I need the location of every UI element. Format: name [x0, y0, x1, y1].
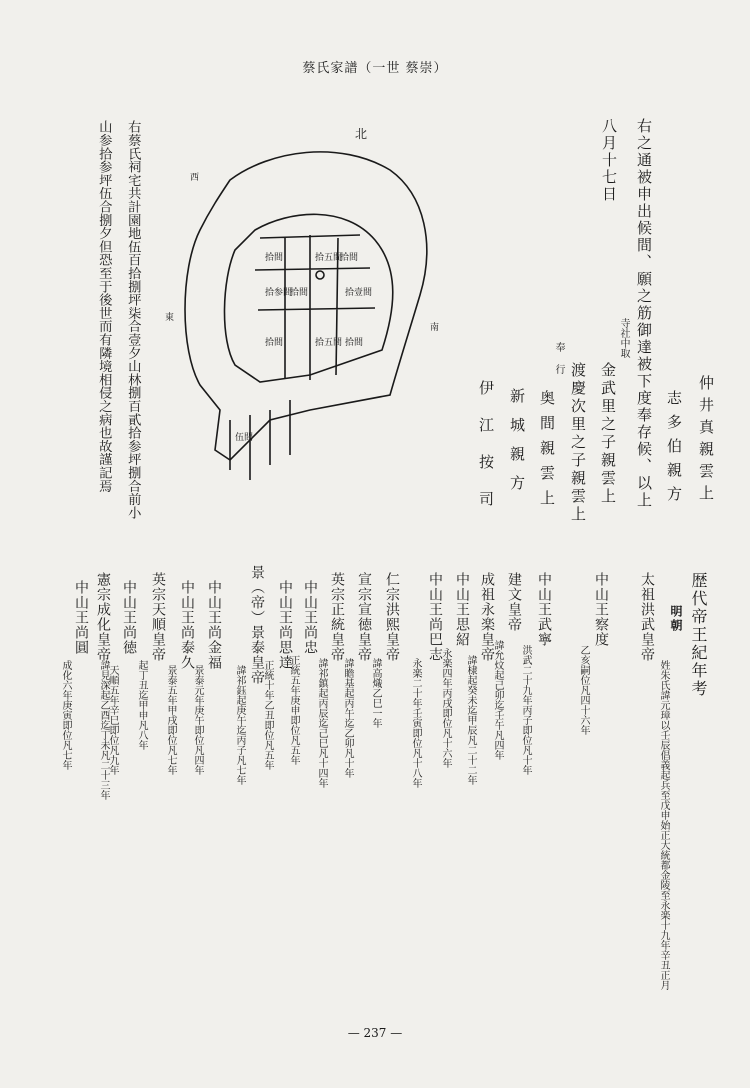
chronicle-entry: 中山王察度 [593, 572, 609, 647]
map-label: 拾間 [265, 338, 284, 348]
land-note: 山参拾参坪伍合捌夕但恐至于後世而有隣境相侵之病也故謹記焉 [96, 120, 112, 493]
chronicle-entry: 中山王尚金福 [206, 580, 222, 670]
entry-note: 諱高熾乙巳一年 [370, 658, 381, 728]
entry-note: 洪武二十九年丙子即位凡十年 [520, 645, 531, 775]
chronicle-entry: 成祖永楽皇帝 [479, 572, 495, 662]
chronicle-entry: 中山王尚巴志 [427, 572, 443, 662]
chronicle-entry: 中山王尚圓 [73, 580, 89, 655]
entry-note: 天順五年辛巳即位凡九年 [107, 665, 118, 775]
entry-note: 乙亥嗣位凡四十六年 [578, 645, 589, 735]
chronicle-entry: 建文皇帝 [506, 572, 522, 632]
map-label: 伍間 [235, 433, 254, 443]
dynasty-label: 明朝 [669, 605, 683, 633]
land-note: 右蔡氏祠宅共計園地伍百拾捌坪柒合壹夕山林捌百貳拾参坪捌合前小 [125, 120, 141, 519]
map-label: 南 [430, 323, 440, 333]
page-number: — 237 — [347, 1026, 403, 1040]
entry-note: 成化六年庚寅即位凡七年 [60, 660, 71, 770]
signature: 渡慶次里之子親雲上 [569, 362, 587, 524]
map-label: 西 [190, 173, 200, 183]
map-label: 東 [165, 313, 175, 323]
office-label: 寺社中取 [618, 318, 629, 358]
chronicle-entry: 中山王尚忠 [302, 580, 318, 655]
signature: 金武里之子親雲上 [599, 362, 617, 506]
chronicle-entry: 中山王武寧 [536, 572, 552, 647]
entry-note: 姓朱氏諱元璋以壬辰倡義起兵至戊申始正大統都金陵至永楽十九年辛丑正月 [658, 660, 669, 990]
letter-line: 右之通被申出候間、願之筋御達被下度奉存候、以上 [635, 118, 653, 509]
page-header: 蔡氏家譜（一世 蔡崇） [302, 61, 448, 76]
entry-note: 正統五年庚申即位凡五年 [288, 655, 299, 765]
chronicle-entry: 中山王尚徳 [121, 580, 137, 655]
entry-note: 諱允炆起己卯迄壬午凡四年 [492, 640, 503, 760]
entry-note: 正統十年乙丑即位凡五年 [262, 660, 273, 770]
chronicle-entry: 英宗正統皇帝 [329, 572, 345, 662]
map-label: 拾五間 [315, 338, 343, 348]
site-map [160, 120, 470, 500]
signature: 奥間親雲上 [538, 390, 556, 515]
signature: 伊江按司 [477, 380, 495, 528]
map-label: 拾間 [265, 253, 284, 263]
entry-note: 諱祁鈺起庚午迄丙子凡七年 [234, 665, 245, 785]
entry-note: 永楽二十年壬寅即位凡十八年 [410, 658, 421, 788]
letter-date: 八月十七日 [600, 118, 618, 203]
chronicle-entry: 英宗天順皇帝 [150, 572, 166, 662]
map-label: 拾参間 [265, 288, 293, 298]
chronicle-entry: 憲宗成化皇帝 [95, 572, 111, 662]
map-label: 拾五間 [315, 253, 343, 263]
chronicle-entry: 中山王尚思達 [277, 580, 293, 670]
chronicle-entry: 景（帝）景泰皇帝 [249, 565, 265, 685]
map-label: 拾間 [340, 253, 359, 263]
chronicle-entry: 中山王思紹 [454, 572, 470, 647]
entry-note: 諱祁鎮起丙辰迄己巳凡十四年 [316, 658, 327, 788]
chronicle-entry: 中山王尚泰久 [179, 580, 195, 670]
entry-note: 諱見深起乙酉迄丁未凡二十三年 [98, 660, 109, 800]
signature: 志多伯親方 [665, 390, 683, 510]
office-label: 奉行 [553, 342, 564, 386]
entry-note: 景泰元年庚午即位凡四年 [192, 665, 203, 775]
entry-note: 諱瞻基起丙午迄乙卯凡十年 [342, 658, 353, 778]
map-label: 拾間 [345, 338, 364, 348]
chronicle-entry: 太祖洪武皇帝 [639, 572, 655, 662]
chronicle-title: 歴代帝王紀年考 [689, 572, 708, 698]
map-label: 拾間 [290, 288, 309, 298]
map-label: 拾壹間 [345, 288, 373, 298]
entry-note: 諱棣起癸未迄甲辰凡二十二年 [465, 655, 476, 785]
chronicle-entry: 宣宗宣徳皇帝 [356, 572, 372, 662]
chronicle-entry: 仁宗洪熙皇帝 [384, 572, 400, 662]
entry-note: 景泰五年甲戌即位凡七年 [165, 665, 176, 775]
entry-note: 起丁丑迄甲申凡八年 [136, 660, 147, 750]
signature: 新城親方 [508, 388, 526, 504]
signature: 仲井真親雲上 [697, 375, 715, 507]
map-north-label: 北 [355, 127, 368, 141]
entry-note: 永楽四年丙戌即位凡十六年 [440, 648, 451, 768]
